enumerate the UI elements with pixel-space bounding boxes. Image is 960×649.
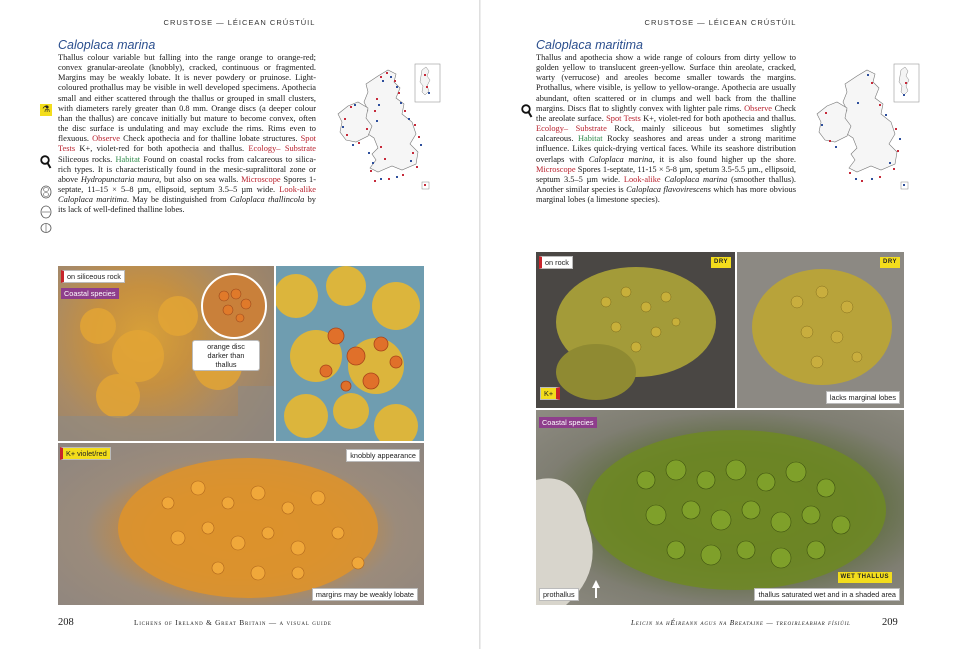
section-label: Observe: [744, 103, 772, 113]
wet-thallus-badge: WET THALLUS: [838, 572, 893, 583]
species-name: Caloplaca thallincola: [229, 195, 305, 205]
species-title-right: Caloplaca maritima: [536, 38, 643, 52]
left-page: [0, 0, 479, 649]
photo-annotation: margins may be weakly lobate: [312, 588, 418, 601]
spot-test-label: K+ violet/red: [60, 447, 111, 460]
body-text-run: , it is also found higher up the shore.: [652, 154, 797, 164]
photo-caloplaca-maritima-wet: [536, 410, 904, 605]
photo-annotation: knobbly appearance: [346, 449, 420, 462]
species-name: Hydropunctaria maura: [80, 174, 160, 184]
section-label: Ecology– Substrate: [248, 144, 316, 154]
photo-texture: [276, 266, 424, 441]
section-label: Habitat: [577, 134, 603, 144]
species-name: Caloplaca flavovirescens: [626, 185, 711, 195]
magnifier-icon: [521, 104, 533, 121]
running-head-left: CRUSTOSE — LÉICEAN CRÚSTÚIL: [163, 18, 316, 27]
section-label: Ecology– Substrate: [536, 124, 607, 134]
body-text-run: Check apothecia and for thalline lobate structures.: [119, 134, 301, 144]
body-text-run: by its lack of well-defined thalline lobes.: [58, 195, 316, 215]
dry-badge: DRY: [711, 257, 731, 268]
body-text-run: , but also on sea walls.: [159, 174, 242, 184]
photo-annotation: orange disc darker than thallus: [192, 340, 260, 371]
photo-annotation: lacks marginal lobes: [826, 391, 900, 404]
species-name: Caloplaca marina: [664, 174, 728, 184]
right-page: [481, 0, 960, 649]
photo-annotation: thallus saturated wet and in a shaded area: [754, 588, 900, 601]
section-label: Observe: [92, 134, 120, 144]
section-label: Microscope: [241, 174, 281, 184]
photo-texture: [737, 252, 904, 408]
photo-caloplaca-maritima-rock: [536, 252, 735, 408]
body-text-run: Check the areolate surface.: [536, 103, 796, 123]
footer-title-left: Lichens of Ireland & Great Britain — a visual guide: [134, 619, 332, 627]
body-text-run: Thallus and apothecia show a wide range of colours from dirty yellow to golden yellow to translucent green-yellow. Surface thin areolate, cracked, warty (verrucose) and areoles become smaller towards the margins. Prothallus, where visible, is yellow to yellow-orange. Apothecia are usually abundant, often scattered or in clumps and well back from the thalline margins. Discs flat to slightly convex with lighter pale rims.: [536, 53, 796, 113]
dry-badge: DRY: [880, 257, 900, 268]
species-name: Caloplaca marina: [588, 154, 653, 164]
photo-annotation: prothallus: [539, 588, 579, 601]
spore-icon: [40, 205, 52, 222]
body-text-run: K+, violet-red for both apothecia and thallus.: [75, 144, 249, 154]
distribution-map-left: [330, 62, 445, 197]
body-text-run: Rocky seashores and areas under a strong maritime influence. Likes quick-drying vertical faces. While its seashore distribution overlaps with: [536, 134, 796, 164]
section-label: Look-alike: [279, 185, 316, 195]
page-number-left: 208: [58, 617, 74, 628]
body-text-run: Spores 1-septate, 11–15 × 5–8 µm, ellipsoid, septum 3.5–5 µm wide.: [58, 174, 316, 195]
photo-texture: [536, 252, 735, 408]
body-text-run: Thallus colour variable but falling into the range orange to orange-red; convex granular-areolate (knobbly), cracked, continuous or fragmented. Margins may be weakly lobate. It is never powdery or pruinose. Light-coloured prothallus may be visible in well developed specimens. Apothecia small and either scattered through the thallus or grouped in small clusters, with diameters rarely greater than 0.8 mm. Orange discs (a deeper colour than the thallus) are concave initially but mature to become convex, often the disc surface is undulating and may exclude the rims. Rims even to flexuous.: [58, 53, 316, 144]
body-text-run: Spores 1-septate, 11-15 × 5-8 µm, spetum 3.5-5.5 µm., ellipsoid, septum 3.5–5 µm wide.: [536, 164, 796, 184]
photo-caloplaca-maritima-dry: [737, 252, 904, 408]
section-label: Microscope: [536, 164, 576, 174]
coastal-species-badge: Coastal species: [539, 417, 597, 428]
running-head-right: CRUSTOSE — LÉICEAN CRÚSTÚIL: [644, 18, 797, 27]
footer-title-right: Leicin na hÉireann agus na Breataine — treoirleabhar físiúil: [631, 619, 851, 627]
spore-icon: [40, 222, 52, 237]
description-left: [58, 53, 316, 216]
species-name: Caloplaca maritima: [58, 195, 127, 205]
body-text-run: Found on coastal rocks from calcareous to silica-rich types. It is characteristically found in the mesic-supralittoral zone or above: [58, 154, 316, 184]
photo-texture: [58, 443, 424, 605]
photo-caloplaca-marina-rock: [58, 266, 274, 441]
body-text-run: (smoother thallus). Another similar species is: [536, 174, 796, 195]
habitat-label: on rock: [539, 256, 573, 269]
description-right: [536, 53, 796, 205]
page-number-right: 209: [882, 617, 898, 628]
body-text-run: K+, violet-red for both apothecia and thallus.: [640, 113, 796, 123]
microscope-icon: ⚗: [41, 105, 51, 115]
body-text-run: Siliceous rocks.: [58, 154, 116, 164]
section-label: Spot Tests: [58, 134, 317, 154]
body-text-run: which has more obvious marginal lobes (a limestone species).: [536, 185, 796, 205]
body-text-run: . May be distinguished from: [126, 195, 230, 205]
body-text-run: Rock, mainly siliceous but sometimes slightly calcareous.: [536, 124, 796, 144]
magnifier-icon: [40, 155, 52, 172]
photo-caloplaca-marina-closeup: [276, 266, 424, 441]
spore-icon: [40, 185, 52, 202]
section-label: Look-alike: [623, 174, 661, 184]
species-title-left: Caloplaca marina: [58, 38, 156, 52]
section-label: Spot Tests: [606, 113, 641, 123]
section-label: Habitat: [115, 154, 141, 164]
habitat-label: on siliceous rock: [61, 270, 125, 283]
distribution-map-right: [809, 62, 924, 197]
spot-test-label: K+: [540, 387, 560, 400]
photo-caloplaca-marina-thallus: [58, 443, 424, 605]
coastal-species-badge: Coastal species: [61, 288, 119, 299]
